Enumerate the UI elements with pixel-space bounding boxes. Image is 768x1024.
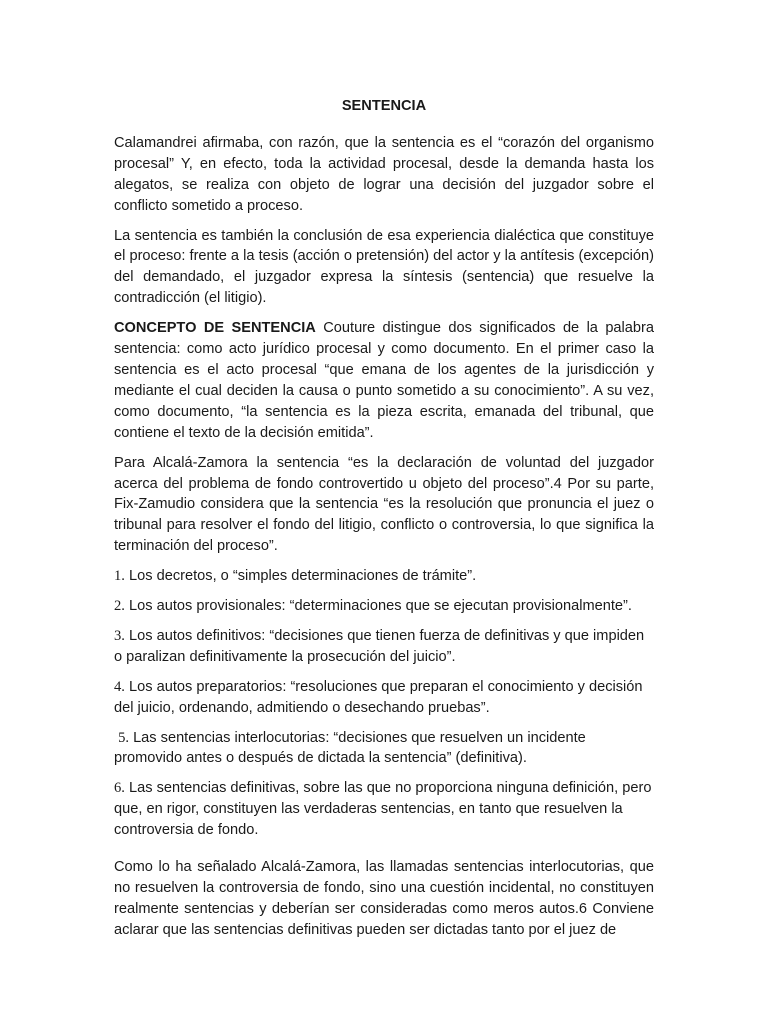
section-heading-concepto: CONCEPTO DE SENTENCIA	[114, 320, 316, 337]
list-item-text: Los autos preparatorios: “resoluciones que preparan el conocimiento y decisión del juicio, ordenando, admitiendo o desechando pruebas”.	[114, 678, 643, 716]
paragraph-calamandrei: Calamandrei afirmaba, con razón, que la sentencia es el “corazón del organismo procesal” Y, en efecto, toda la actividad procesal, desde la demanda hasta los alegatos, se realiza con objeto de lograr una decisión del juzgador sobre el conflicto sometido a proceso.	[114, 134, 654, 214]
list-item	[114, 596, 654, 617]
paragraph-dialectica: La sentencia es también la conclusión de esa experiencia dialéctica que constituye el proceso: frente a la tesis (acción o pretensión) del actor y la antítesis (excepción) del demandado, el juzgador expresa la síntesis (sentencia) que resuelve la contradicción (el litigio).	[114, 227, 654, 307]
document-title: SENTENCIA	[341, 98, 427, 114]
list-item-number: 1.	[114, 568, 125, 585]
paragraph-interlocutorias: Como lo ha señalado Alcalá-Zamora, las llamadas sentencias interlocutorias, que no resuelven la controversia de fondo, sino una cuestión incidental, no constituyen realmente sentencias y deberían ser consideradas como meros autos.6 Conviene aclarar que las sentencias definitivas pueden ser dictadas tanto por el juez de	[114, 859, 654, 938]
list-item-text: Las sentencias definitivas, sobre las que no proporciona ninguna definición, pero que, en rigor, constituyen las verdaderas sentencias, en tanto que resuelven la controversia de fondo.	[114, 780, 652, 839]
paragraph-alcala-zamora: Para Alcalá-Zamora la sentencia “es la declaración de voluntad del juzgador acerca del problema de fondo controvertido u objeto del proceso”.4 Por su parte, Fix-Zamudio considera que la sentencia “es la resolución que pronuncia el juez o tribunal para resolver el fondo del litigio, conflicto o controversia, lo que significa la terminación del proceso”.	[114, 454, 654, 555]
list-item-text: Las sentencias interlocutorias: “decisiones que resuelven un incidente promovido antes o después de dictada la sentencia” (definitiva).	[114, 729, 586, 767]
list-item-text: Los decretos, o “simples determinaciones de trámite”.	[124, 568, 477, 585]
list-item-text: Los autos definitivos: “decisiones que tienen fuerza de definitivas y que impiden o paralizan definitivamente la prosecución del juicio”.	[114, 627, 645, 665]
document-page	[114, 96, 654, 950]
list-item-number: 3.	[114, 627, 125, 644]
list-item-text: Los autos provisionales: “determinaciones que se ejecutan provisionalmente”.	[124, 598, 632, 615]
list-item	[114, 728, 654, 770]
list-item-number: 4.	[114, 678, 125, 695]
list-item	[114, 677, 654, 719]
list-item	[114, 626, 654, 668]
list-item	[114, 566, 654, 587]
paragraph-concepto-body: Couture distingue dos significados de la palabra sentencia: como acto jurídico procesal y como documento. En el primer caso la sentencia es el acto procesal “que emana de los agentes de la jurisdicción y mediante el cual deciden la causa o punto sometido a su conocimiento”. A su vez, como documento, “la sentencia es la pieza escrita, emanada del tribunal, que contiene el texto de la decisión emitida”.	[114, 320, 655, 441]
list-item	[114, 778, 654, 841]
list-item-number: 5.	[118, 729, 130, 746]
paragraph-concepto	[114, 318, 654, 443]
list-item-number: 6.	[114, 780, 125, 797]
list-item-number: 2.	[114, 598, 125, 615]
